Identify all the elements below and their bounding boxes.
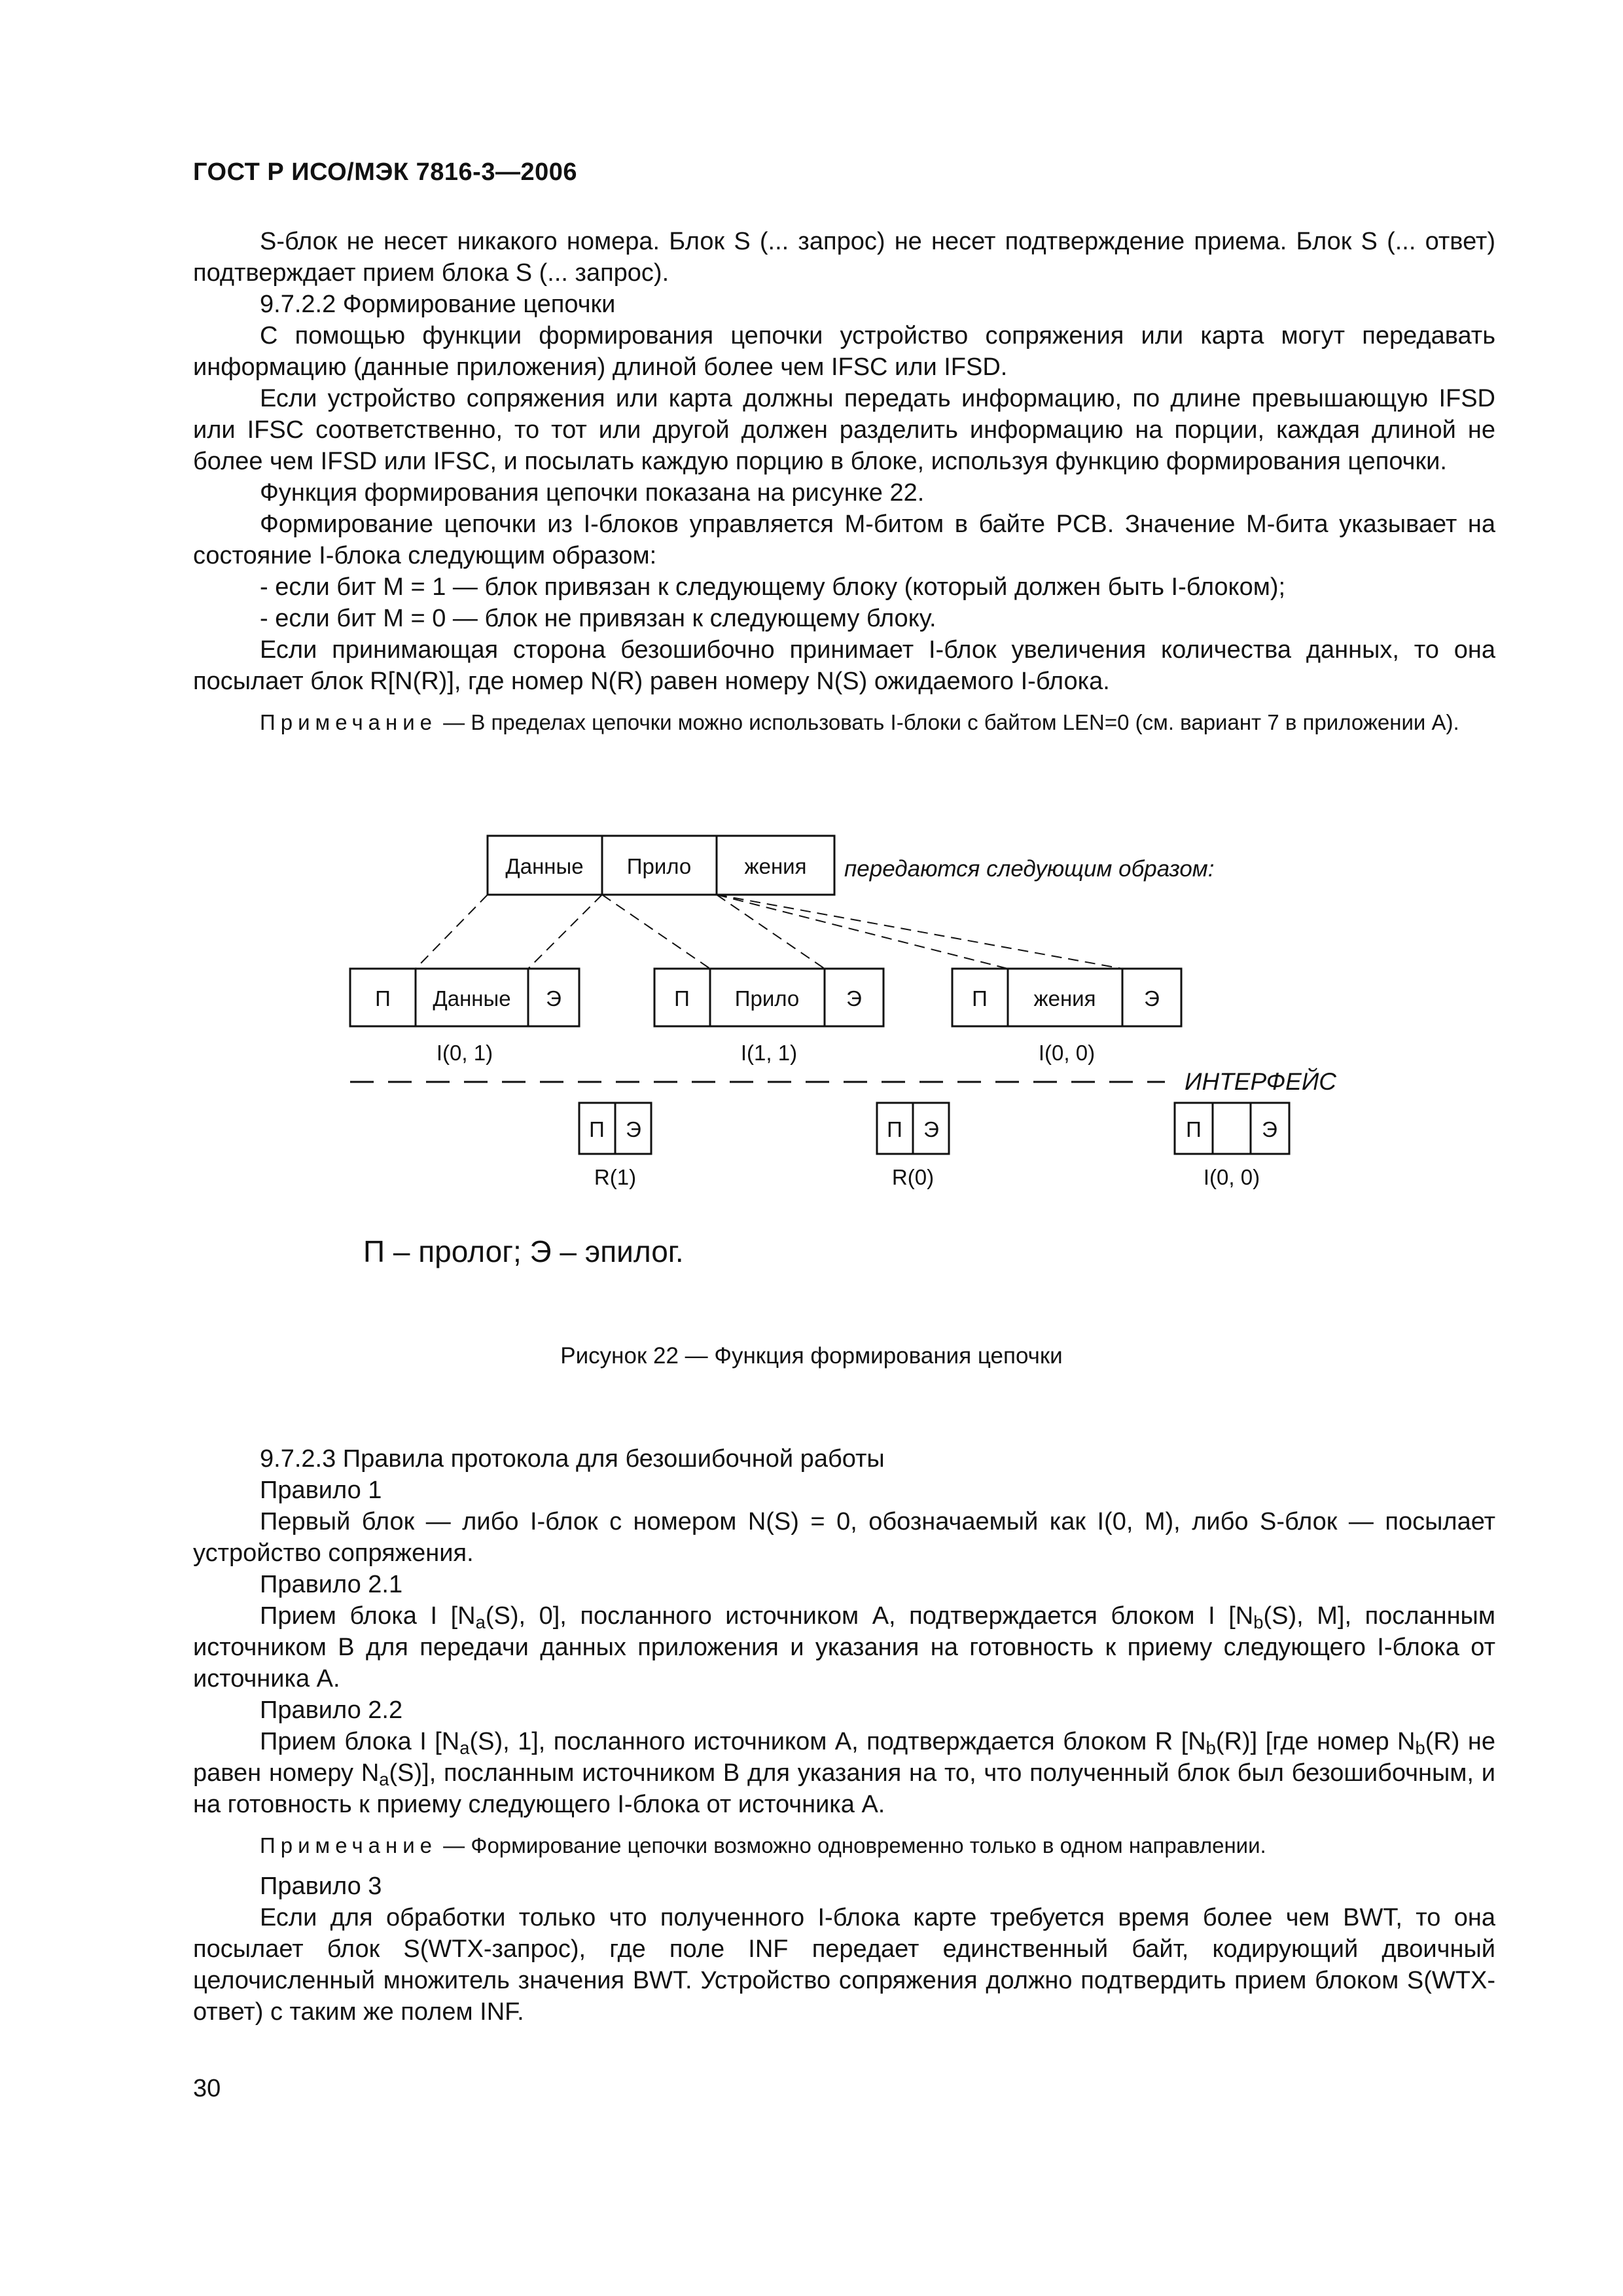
document-header: ГОСТ Р ИСО/МЭК 7816-3—2006 (193, 158, 577, 186)
interface-label: ИНТЕРФЕЙС (1185, 1068, 1337, 1095)
list-item: - если бит M = 0 — блок не привязан к следующему блоку. (260, 605, 936, 632)
data-cell: жения (1033, 986, 1096, 1011)
paragraph: С помощью функции формирования цепочки устройство сопряжения или карта могут передавать информацию (данные приложения) длиной более чем IFSC или IFSD. (193, 322, 1495, 381)
paragraph: Формирование цепочки из I-блоков управляется M-битом в байте PCB. Значение M-бита указывает на состояние I-блока следующим образом: (193, 511, 1495, 569)
bottom-text (193, 1443, 1495, 2028)
rule-heading: Правило 2.1 (260, 1571, 403, 1598)
note-text: — В пределах цепочки можно использовать I-блоки с байтом LEN=0 (см. вариант 7 в приложении A). (437, 710, 1459, 734)
epilog-cell: Э (1262, 1117, 1277, 1141)
subscript: b (1205, 1737, 1216, 1758)
rule-heading: Правило 3 (260, 1873, 382, 1900)
paragraph: Функция формирования цепочки показана на рисунке 22. (260, 479, 925, 507)
page-number: 30 (193, 2075, 221, 2102)
text-span: Прием блока I [N (260, 1602, 476, 1630)
response-label: I(0, 0) (1203, 1165, 1260, 1189)
epilog-cell: Э (546, 986, 562, 1011)
rule-heading: Правило 1 (260, 1477, 382, 1504)
subscript: b (1415, 1737, 1425, 1758)
text-span: (R)] [где номер N (1215, 1728, 1416, 1755)
list-item: - если бит M = 1 — блок привязан к следующему блоку (который должен быть I-блоком); (260, 573, 1286, 601)
subscript: b (1253, 1611, 1264, 1632)
text-span: (R) не равен номеру N (193, 1728, 1496, 1787)
epilog-cell: Э (846, 986, 862, 1011)
connector-lines (416, 895, 1122, 969)
text-span: Прием блока I [N (260, 1728, 460, 1755)
prolog-cell: П (972, 986, 988, 1011)
epilog-cell: Э (626, 1117, 641, 1141)
top-cell-3: жения (744, 854, 807, 878)
prolog-cell: П (1186, 1117, 1202, 1141)
text-span: (S), 0], посланного источником A, подтверждается блоком I [N (485, 1602, 1254, 1630)
text-span: (S), M], посланным источником B для передачи данных приложения и указания на готовность к приему следующего I-блока от источника A. (193, 1602, 1495, 1693)
prolog-cell: П (887, 1117, 902, 1141)
block-label: I(1, 1) (740, 1041, 798, 1065)
data-cell: Данные (433, 986, 511, 1011)
note (193, 708, 1495, 737)
data-cell: Прило (734, 986, 800, 1011)
paragraph (193, 1600, 1495, 1695)
note (193, 1831, 1495, 1860)
section-heading: 9.7.2.2 Формирование цепочки (260, 291, 616, 318)
note-label: Примечание (260, 710, 438, 734)
rule-heading: Правило 2.2 (260, 1696, 403, 1724)
prolog-cell: П (674, 986, 690, 1011)
section-heading: 9.7.2.3 Правила протокола для безошибочной работы (260, 1445, 885, 1473)
chaining-diagram (193, 821, 1495, 1247)
prolog-cell: П (375, 986, 391, 1011)
figure-caption: Рисунок 22 — Функция формирования цепочки (560, 1343, 1063, 1369)
paragraph: Если для обработки только что полученного I-блока карте требуется время более чем BWT, то она посылает блок S(WTX-запрос), где поле INF передает единственный байт, кодирующий двоичный целочисленный множитель значения BWT. Устройство сопряжения должно подтвердить прием блоком S(WTX-ответ) с таким же полем INF. (193, 1904, 1495, 2026)
subscript: a (379, 1768, 389, 1789)
epilog-cell: Э (923, 1117, 939, 1141)
top-caption: передаются следующим образом: (844, 856, 1215, 882)
text-span: (S)], посланным источником B для указания на то, что полученный блок был безошибочным, и на готовность к приему следующего I-блока от источника A. (193, 1759, 1495, 1818)
text-span: (S), 1], посланного источником A, подтверждается блоком R [N (469, 1728, 1206, 1755)
block-label: I(0, 0) (1038, 1041, 1096, 1065)
subscript: a (459, 1737, 470, 1758)
response-label: R(1) (594, 1165, 637, 1189)
subscript: a (475, 1611, 486, 1632)
paragraph (193, 1726, 1495, 1820)
prolog-cell: П (589, 1117, 605, 1141)
note-text: — Формирование цепочки возможно одновременно только в одном направлении. (437, 1833, 1266, 1857)
note-label: Примечание (260, 1833, 438, 1857)
epilog-cell: Э (1144, 986, 1160, 1011)
paragraph: Первый блок — либо I-блок с номером N(S) = 0, обозначаемый как I(0, M), либо S-блок — посылает устройство сопряжения. (193, 1508, 1495, 1567)
block-label: I(0, 1) (436, 1041, 493, 1065)
figure-legend: П – пролог; Э – эпилог. (363, 1234, 684, 1268)
top-cell-1: Данные (505, 854, 584, 878)
top-text (193, 226, 1495, 737)
paragraph: S-блок не несет никакого номера. Блок S (... запрос) не несет подтверждение приема. Блок S (... ответ) подтверждает прием блока S (... запрос). (193, 228, 1495, 287)
paragraph: Если устройство сопряжения или карта должны передать информацию, по длине превышающую IFSD или IFSC соответственно, то тот или другой должен разделить информацию на порции, каждая длиной не более чем IFSD или IFSC, и посылать каждую порцию в блоке, используя функцию формирования цепочки. (193, 385, 1495, 475)
response-label: R(0) (891, 1165, 935, 1189)
top-cell-2: Прило (626, 854, 692, 878)
figure-22 (193, 821, 1495, 1247)
paragraph: Если принимающая сторона безошибочно принимает I-блок увеличения количества данных, то она посылает блок R[N(R)], где номер N(R) равен номеру N(S) ожидаемого I-блока. (193, 636, 1495, 695)
